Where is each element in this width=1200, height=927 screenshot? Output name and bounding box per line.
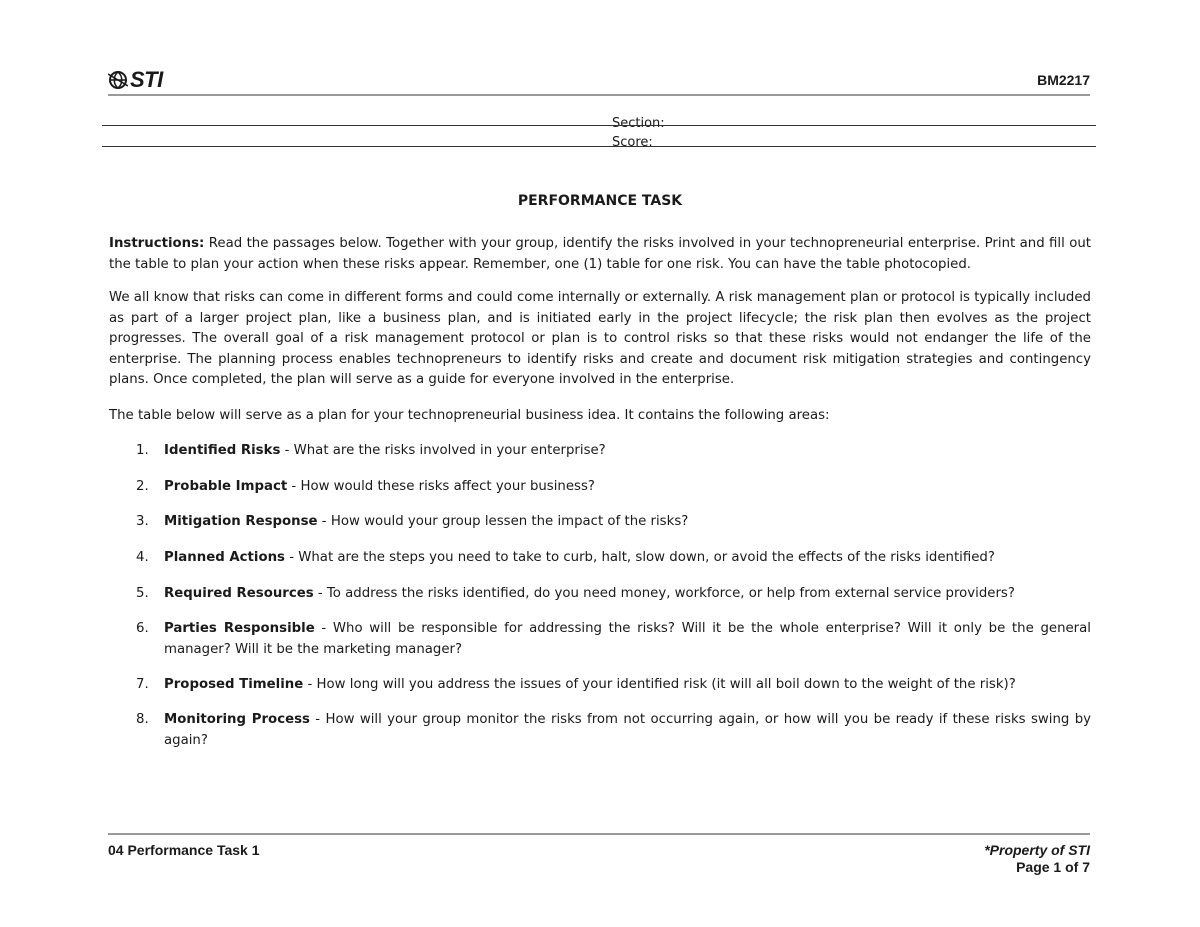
list-item-number: 8. <box>136 712 149 727</box>
list-item-term: Monitoring Process <box>164 712 310 727</box>
list-item-description: - To address the risks identified, do you need money, workforce, or help from external service providers? <box>313 586 1015 601</box>
list-item-description: - Who will be responsible for addressing the risks? Will it be the whole enterprise? Will it only be the general manager? Will it be the marketing manager? <box>164 621 1091 657</box>
section-line <box>102 125 1096 126</box>
list-item-number: 7. <box>136 677 149 692</box>
instructions-text: Read the passages below. Together with your group, identify the risks involved in your technopreneurial enterprise. Print and fill out the table to plan your action when these risks appear. Remember, one (1) table for one risk. You can have the table photocopied. <box>109 236 1091 272</box>
list-item-term: Proposed Timeline <box>164 677 304 692</box>
list-item-term: Parties Responsible <box>164 621 315 636</box>
course-code: BM2217 <box>1037 72 1090 88</box>
list-item-description: - How will your group monitor the risks from not occurring again, or how will you be ready if these risks swing by again? <box>164 712 1091 748</box>
sti-logo <box>108 68 163 92</box>
list-item-number: 2. <box>136 479 149 494</box>
intro-paragraph: We all know that risks can come in different forms and could come internally or externally. A risk management plan or protocol is typically included as part of a larger project plan, like a business plan, and is initiated early in the project lifecycle; the risk plan then evolves as the project progresses. The overall goal of a risk management protocol or plan is to control risks so that these risks would not endanger the life of the enterprise. The planning process enables technopreneurs to identify risks and create and document risk mitigation strategies and contingency plans. Once completed, the plan will serve as a guide for everyone involved in the enterprise. <box>109 290 1091 387</box>
page-number: Page 1 of 7 <box>1016 859 1090 875</box>
score-line <box>102 146 1096 147</box>
instructions-label: Instructions: <box>109 236 205 251</box>
areas-intro-paragraph: The table below will serve as a plan for your technopreneurial business idea. It contains the following areas: <box>109 408 830 423</box>
list-item-term: Planned Actions <box>164 550 285 565</box>
list-item-number: 6. <box>136 621 149 636</box>
logo-text: STI <box>130 67 163 92</box>
footer-right <box>984 842 1090 876</box>
list-item-description: - How would your group lessen the impact of the risks? <box>317 514 689 529</box>
list-item-number: 1. <box>136 443 149 458</box>
list-item-description: - What are the risks involved in your enterprise? <box>280 443 606 458</box>
globe-icon <box>108 70 128 90</box>
header-divider <box>108 94 1090 96</box>
list-item-description: - What are the steps you need to take to curb, halt, slow down, or avoid the effects of the risks identified? <box>284 550 995 565</box>
page-title: PERFORMANCE TASK <box>517 193 683 209</box>
list-item-number: 4. <box>136 550 149 565</box>
list-item-term: Identified Risks <box>164 443 281 458</box>
list-item-term: Probable Impact <box>164 479 288 494</box>
footer-task-name: 04 Performance Task 1 <box>108 842 260 858</box>
list-item-term: Mitigation Response <box>164 514 318 529</box>
property-notice: *Property of STI <box>984 842 1090 858</box>
list-item-number: 3. <box>136 514 149 529</box>
footer-divider <box>108 833 1090 835</box>
list-item-description: - How long will you address the issues of your identified risk (it will all boil down to the weight of the risk)? <box>303 677 1016 692</box>
list-item-description: - How would these risks affect your business? <box>287 479 595 494</box>
list-item-number: 5. <box>136 586 149 601</box>
list-item-term: Required Resources <box>164 586 314 601</box>
score-label: Score: <box>612 135 653 150</box>
instructions-paragraph <box>109 234 1091 275</box>
section-label: Section: <box>612 116 665 131</box>
